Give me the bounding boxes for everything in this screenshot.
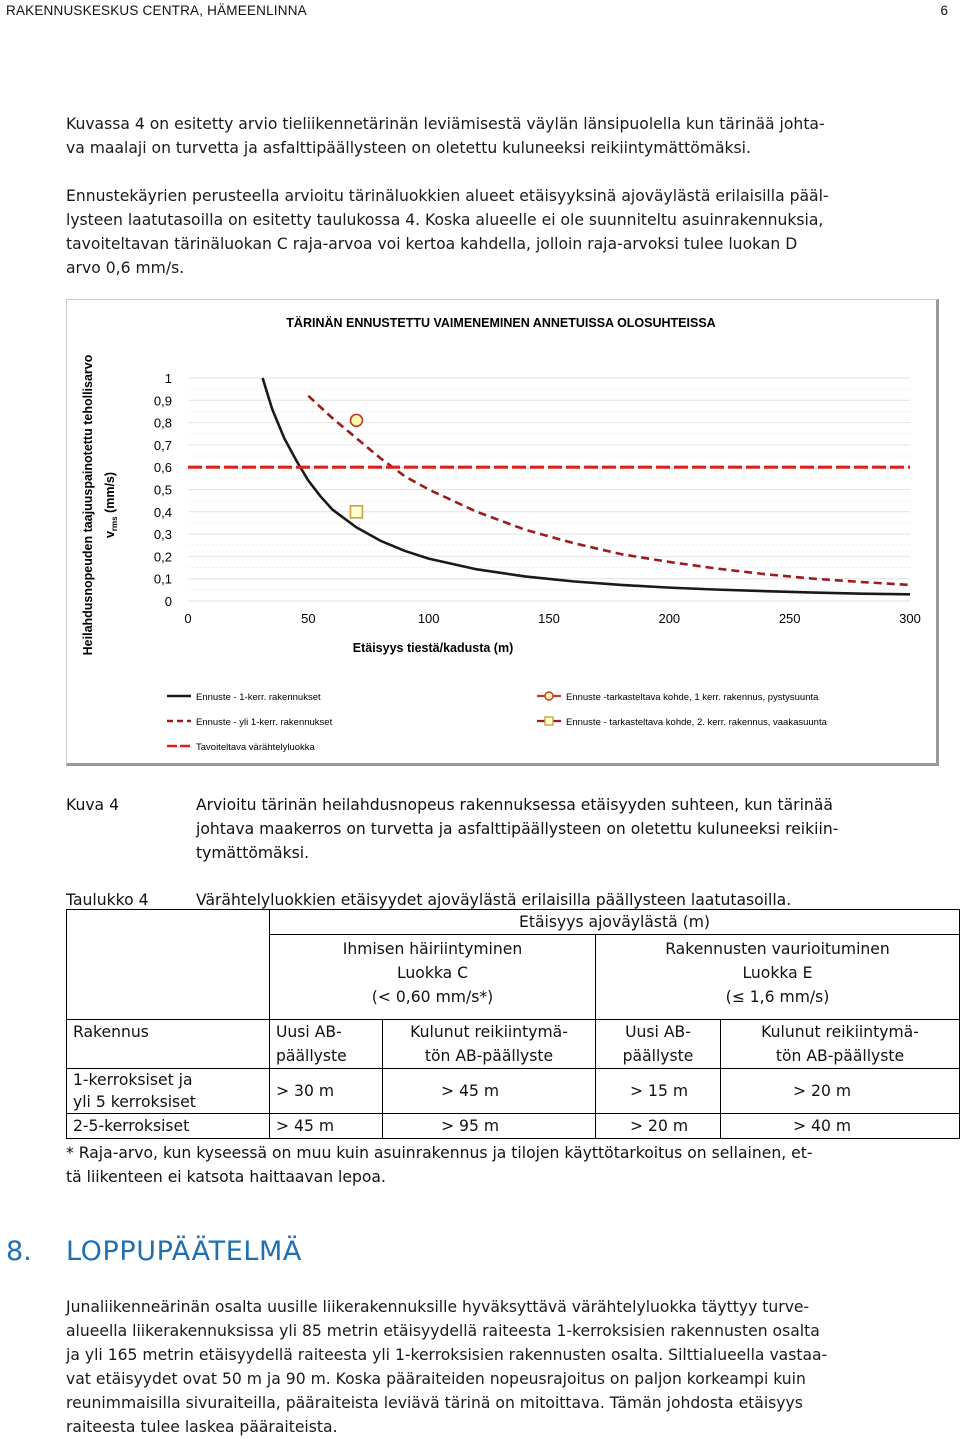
y-unit-v: v xyxy=(103,531,117,539)
y-unit-sub: rms xyxy=(110,516,119,532)
table-cell: > 45 m xyxy=(270,1114,383,1139)
x-tick-label: 50 xyxy=(301,611,316,626)
forecast-paragraph xyxy=(66,184,938,280)
table-cell: > 30 m xyxy=(270,1069,383,1114)
series-point xyxy=(350,414,362,426)
section-title: LOPPUPÄÄTELMÄ xyxy=(66,1236,302,1267)
section-number: 8. xyxy=(6,1236,32,1267)
col-head-line: Kulunut reikiintymä- xyxy=(410,1023,568,1041)
text-line: tymättömäksi. xyxy=(196,844,310,862)
y-tick-label: 0,4 xyxy=(153,504,172,520)
chart-svg xyxy=(67,300,937,764)
intro-paragraph xyxy=(66,112,938,160)
text-line: Kuvassa 4 on esitetty arvio tieliikennetärinän leviämisestä väylän länsipuolella kun tärinää johta- xyxy=(66,115,825,133)
text-line: arvo 0,6 mm/s. xyxy=(66,259,185,277)
table-cell: > 95 m xyxy=(383,1114,596,1139)
legend-swatch-marker xyxy=(545,692,553,700)
table-cell xyxy=(67,910,270,1020)
table-row xyxy=(67,910,960,935)
table-title: Värähtelyluokkien etäisyydet ajoväylästä erilaisilla päällysteen laatutasoilla. xyxy=(196,891,792,909)
table-cell: > 15 m xyxy=(596,1069,721,1114)
col-head xyxy=(596,1020,721,1069)
y-tick-label: 0,7 xyxy=(153,437,172,453)
row-label xyxy=(67,1069,270,1114)
y-axis-label: Heilahdusnopeuden taajuuspainotettu tehollisarvo xyxy=(81,354,95,656)
y-tick-label: 0,5 xyxy=(153,482,172,498)
vibration-chart xyxy=(66,299,939,766)
row-label: 2-5-kerroksiset xyxy=(67,1114,270,1139)
right-group-line: Luokka E xyxy=(742,964,813,982)
text-line: tavoiteltavan tärinäluokan C raja-arvoa voi kertoa kahdella, jolloin raja-arvoksi tulee luokan D xyxy=(66,235,798,253)
x-axis-label: Etäisyys tiestä/kadusta (m) xyxy=(352,641,514,655)
legend-label: Ennuste - 1-kerr. rakennukset xyxy=(196,692,321,703)
figure-label: Kuva 4 xyxy=(66,796,119,814)
text-line: * Raja-arvo, kun kyseessä on muu kuin asuinrakennus ja tilojen käyttötarkoitus on sellainen, et- xyxy=(66,1144,813,1162)
table-cell: > 40 m xyxy=(721,1114,960,1139)
text-line: vat etäisyydet ovat 50 m ja 90 m. Koska pääraiteiden nopeusrajoitus on paljon korkeampi kuin xyxy=(66,1370,806,1388)
left-group-line: Luokka C xyxy=(396,964,469,982)
row-label-line: yli 5 kerroksiset xyxy=(73,1093,196,1111)
y-tick-label: 0,8 xyxy=(153,415,172,431)
series-line xyxy=(263,378,910,594)
text-line: Arvioitu tärinän heilahdusnopeus rakennuksessa etäisyyden suhteen, kun tärinää xyxy=(196,796,833,814)
x-tick-label: 0 xyxy=(184,611,192,626)
figure-caption xyxy=(196,793,936,865)
table-cell: > 20 m xyxy=(721,1069,960,1114)
x-tick-label: 250 xyxy=(778,611,801,626)
y-tick-label: 0,3 xyxy=(153,527,172,543)
col-head-line: Uusi AB- xyxy=(276,1023,342,1041)
x-tick-label: 100 xyxy=(417,611,440,626)
text-line: lysteen laatutasoilla on esitetty taulukossa 4. Koska alueelle ei ole suunniteltu asuinrakennuksia, xyxy=(66,211,824,229)
conclusion-paragraph xyxy=(66,1295,938,1439)
col-head-line: tön AB-päällyste xyxy=(775,1047,905,1065)
y-tick-label: 0 xyxy=(164,594,172,609)
legend-label: Ennuste - tarkasteltava kohde, 2. kerr. rakennus, vaakasuunta xyxy=(566,717,827,728)
text-line: reunimmaisilla sivuraiteilla, pääraiteista leviävä tärinä on mitoittava. Tämän johdosta etäisyys xyxy=(66,1394,803,1412)
col-head-line: Kulunut reikiintymä- xyxy=(761,1023,919,1041)
col-head-line: päällyste xyxy=(276,1047,347,1065)
header-org: RAKENNUSKESKUS CENTRA, HÄMEENLINNA xyxy=(6,3,307,18)
left-group-line: Ihmisen häiriintyminen xyxy=(342,940,523,958)
page-header xyxy=(0,0,960,22)
text-line: va maalaji on turvetta ja asfalttipäällysteen on oletettu kuluneeksi reikiintymättömäksi. xyxy=(66,139,751,157)
series-point xyxy=(350,506,362,518)
y-tick-label: 1 xyxy=(164,371,172,386)
text-line: raiteesta tulee laskea pääraiteista. xyxy=(66,1418,338,1436)
legend-label: Tavoiteltava värähtelyluokka xyxy=(196,742,315,753)
text-line: tä liikenteen ei katsota haittaavan lepoa. xyxy=(66,1168,386,1186)
text-line: ja yli 165 metrin etäisyydellä raiteesta yli 1-kerroksisien rakennusten osalta. Silttialueella vastaa- xyxy=(66,1346,828,1364)
legend-label: Ennuste - yli 1-kerr. rakennukset xyxy=(196,717,333,728)
chart-title: TÄRINÄN ENNUSTETTU VAIMENEMINEN ANNETUISSA OLOSUHTEISSA xyxy=(286,316,716,330)
col-label: Rakennus xyxy=(67,1020,270,1069)
text-line: alueella liikerakennuksissa yli 85 metrin etäisyydellä raiteesta 1-kerroksisien rakennusten osalta xyxy=(66,1322,820,1340)
table-cell: > 20 m xyxy=(596,1114,721,1139)
page-number: 6 xyxy=(940,3,948,18)
col-head xyxy=(721,1020,960,1069)
y-tick-label: 0,2 xyxy=(153,549,172,565)
y-tick-label: 0,1 xyxy=(153,571,172,587)
left-group-line: (< 0,60 mm/s*) xyxy=(371,988,494,1006)
legend-swatch-marker xyxy=(545,717,553,725)
table-row xyxy=(67,1114,960,1139)
right-group-line: Rakennusten vaurioituminen xyxy=(665,940,890,958)
right-group-line: (≤ 1,6 mm/s) xyxy=(725,988,830,1006)
legend-label: Ennuste -tarkasteltava kohde, 1 kerr. rakennus, pystysuunta xyxy=(566,692,819,703)
text-line: Ennustekäyrien perusteella arvioitu tärinäluokkien alueet etäisyyksinä ajoväylästä erilaisilla pääl- xyxy=(66,187,829,205)
distance-table xyxy=(66,909,960,1139)
row-label-line: 1-kerroksiset ja xyxy=(73,1071,193,1089)
col-head-line: tön AB-päällyste xyxy=(424,1047,554,1065)
y-tick-label: 0,9 xyxy=(153,393,172,409)
left-group-header xyxy=(270,935,596,1020)
table-row xyxy=(67,1020,960,1069)
y-unit-mm: (mm/s) xyxy=(103,471,117,517)
col-head xyxy=(383,1020,596,1069)
table-cell: > 45 m xyxy=(383,1069,596,1114)
group-header: Etäisyys ajoväylästä (m) xyxy=(270,910,960,935)
x-tick-label: 300 xyxy=(899,611,921,626)
y-tick-label: 0,6 xyxy=(153,460,172,476)
text-line: johtava maakerros on turvetta ja asfalttipäällysteen on oletettu kuluneeksi reikiin- xyxy=(196,820,839,838)
y-axis-unit xyxy=(103,472,119,538)
col-head xyxy=(270,1020,383,1069)
x-tick-label: 200 xyxy=(658,611,681,626)
col-head-line: Uusi AB- xyxy=(625,1023,691,1041)
table-label: Taulukko 4 xyxy=(66,891,149,909)
x-tick-label: 150 xyxy=(538,611,560,626)
col-head-line: päällyste xyxy=(622,1047,694,1065)
text-line: Junaliikenneärinän osalta uusille liikerakennuksille hyväksyttävä värähtelyluokka täyttyy turve- xyxy=(66,1298,810,1316)
table-row xyxy=(67,1069,960,1114)
table-footnote xyxy=(66,1141,946,1189)
right-group-header xyxy=(596,935,960,1020)
